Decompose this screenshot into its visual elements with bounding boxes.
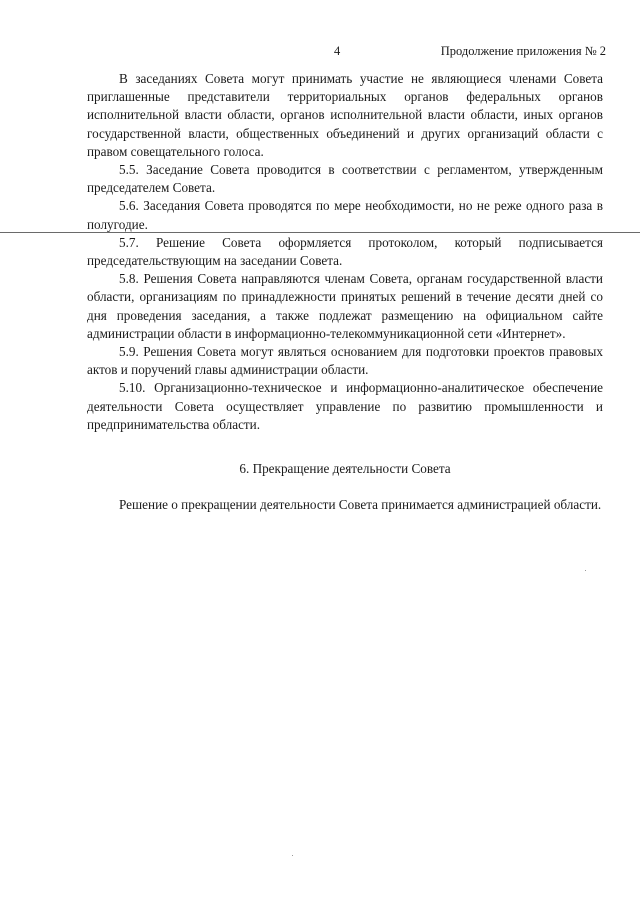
- scan-speck: [292, 855, 293, 856]
- section-6-body: [87, 496, 603, 514]
- appendix-continuation-label: Продолжение приложения № 2: [440, 44, 606, 58]
- page-number: 4: [334, 44, 341, 58]
- section-6-title: 6. Прекращение деятельности Совета: [239, 461, 451, 476]
- paragraph-5-10: 5.10. Организационно-техническое и информационно-аналитическое обеспечение деятельности Совета осуществляет управление по развитию промышленности и предпринимательства области.: [87, 380, 603, 432]
- paragraph-5-7: 5.7. Решение Совета оформляется протоколом, который подписывается председательствующим на заседании Совета.: [87, 234, 603, 269]
- paragraph-5-6: 5.6. Заседания Совета проводятся по мере необходимости, но не реже одного раза в полугодие.: [87, 198, 603, 232]
- paragraph-5-5: 5.5. Заседание Совета проводится в соответствии с регламентом, утвержденным председателем Совета.: [87, 162, 603, 196]
- document-body: [87, 70, 603, 434]
- paragraph-termination: Решение о прекращении деятельности Совета принимается администрацией области.: [119, 497, 602, 512]
- scan-artifact-line: [0, 232, 640, 233]
- paragraph-5-8: 5.8. Решения Совета направляются членам Совета, органам государственной власти области, организациям по принадлежности принятых решений в течение десяти дней со дня проведения заседания, а также подлежат размещению на официальном сайте администрации области в информационно-телекоммуникационной сети «Интернет».: [87, 271, 603, 341]
- scan-speck: [585, 570, 586, 571]
- paragraph-5-9: 5.9. Решения Совета могут являться основанием для подготовки проектов правовых актов и поручений главы администрации области.: [87, 344, 603, 378]
- paragraph-participants: В заседаниях Совета могут принимать участие не являющиеся членами Совета приглашенные представители территориальных органов федеральных органов исполнительной власти области, органов исполнительной власти области, иных органов государственной власти, общественных объединений и других организаций области с правом совещательного голоса.: [87, 71, 603, 159]
